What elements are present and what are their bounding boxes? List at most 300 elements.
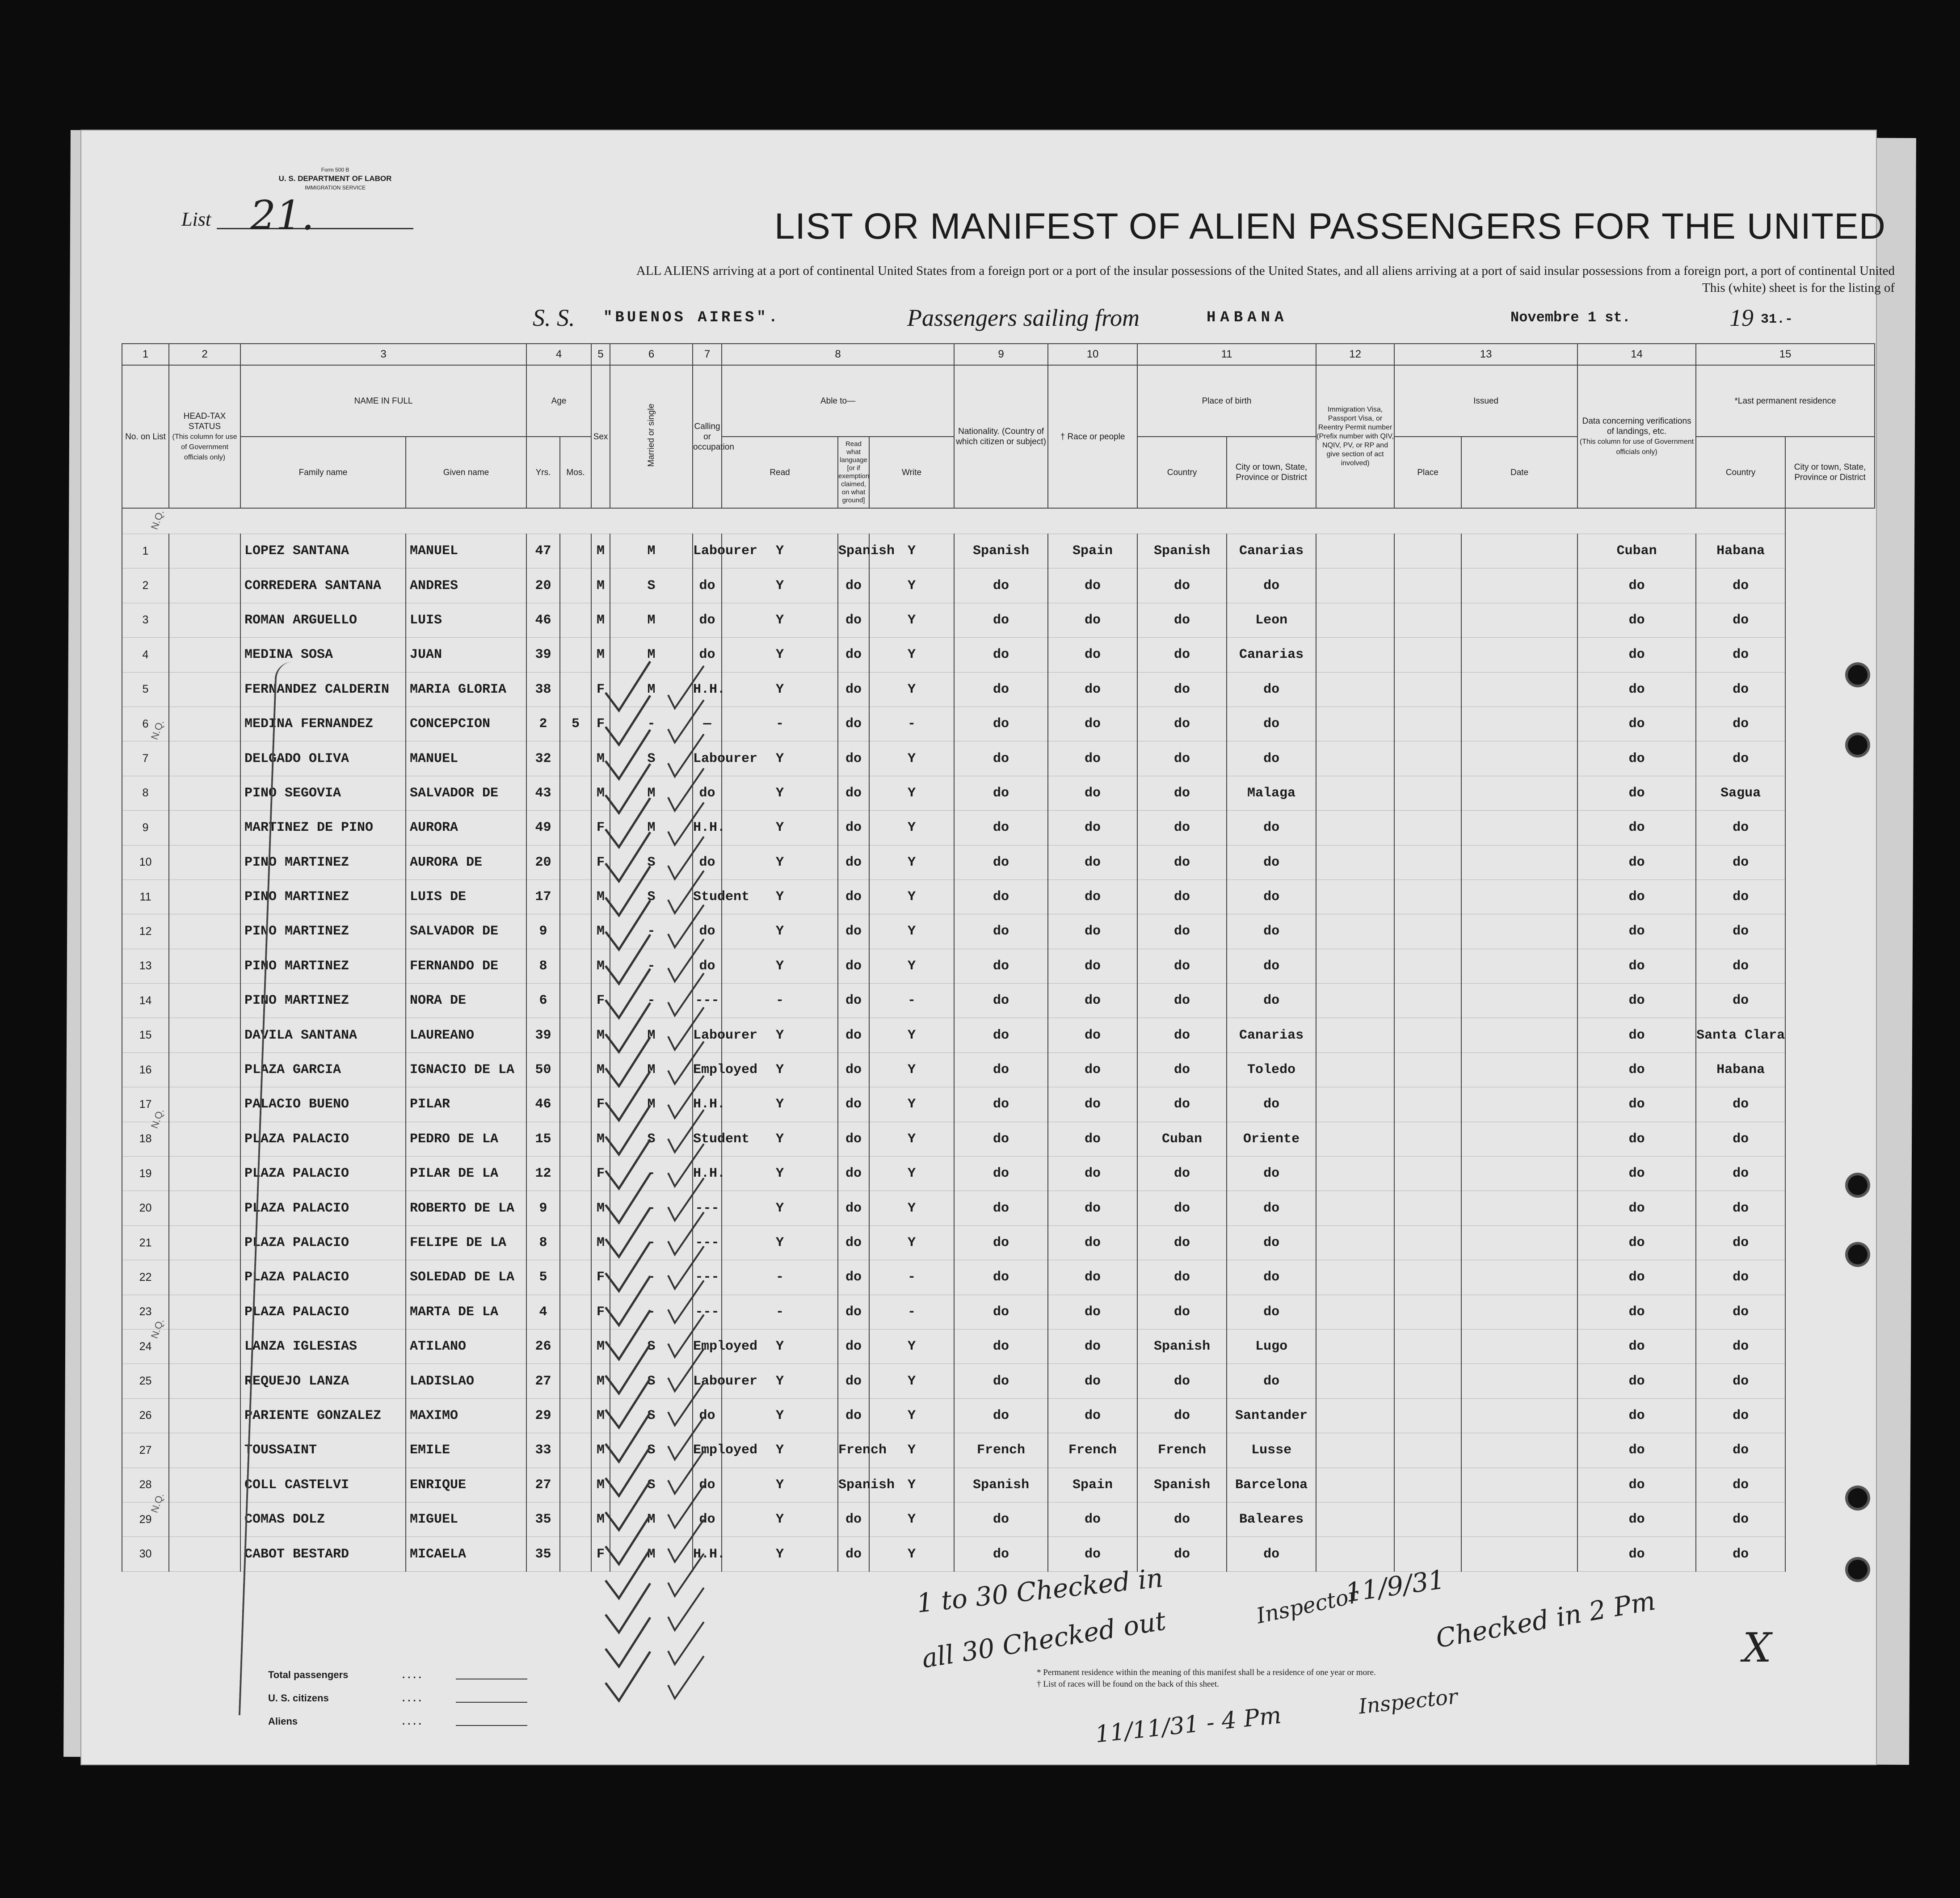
cell-city: Malaga: [1227, 776, 1316, 810]
cell-write: Y: [869, 1157, 954, 1191]
cell-res-country: do: [1577, 1157, 1696, 1191]
cell-mos: [560, 1157, 591, 1191]
cell-yrs: 38: [526, 672, 560, 707]
cell-country: do: [1137, 638, 1227, 672]
cell-no: 20: [122, 1191, 169, 1225]
page-subtitle: ALL ALIENS arriving at a port of continental United States from a foreign port or a port of the insular possessions of the United States, and all aliens arriving at a port of said insular possessions from a foreign port, a port of continental United: [636, 264, 1895, 278]
col-number: 13: [1394, 344, 1577, 365]
cell-nationality: French: [954, 1433, 1048, 1468]
cell-city: Canarias: [1227, 638, 1316, 672]
footnote-residence: * Permanent residence within the meaning of this manifest shall be a residence of one year or more.: [1037, 1668, 1376, 1677]
cell-nationality: do: [954, 1364, 1048, 1398]
check-marks: [601, 679, 717, 1725]
cell-sex: M: [591, 1329, 610, 1364]
cell-date: [1394, 1468, 1461, 1502]
cell-country: do: [1137, 568, 1227, 603]
cell-res-city: do: [1696, 845, 1785, 880]
cell-family: ROMAN ARGUELLO: [240, 603, 406, 637]
cell-yrs: 39: [526, 1018, 560, 1052]
cell-nationality: do: [954, 1191, 1048, 1225]
cell-nationality: do: [954, 638, 1048, 672]
cell-yrs: 9: [526, 1191, 560, 1225]
cell-date: [1394, 1260, 1461, 1295]
cell-country: French: [1137, 1433, 1227, 1468]
cell-city: do: [1227, 1364, 1316, 1398]
cell-write: Y: [869, 1018, 954, 1052]
cell-sex: F: [591, 1537, 610, 1571]
cell-res-country: do: [1577, 1052, 1696, 1087]
cell-write: Y: [869, 534, 954, 568]
cell-ms: -: [610, 1191, 693, 1225]
cell-country: do: [1137, 1502, 1227, 1536]
cell-city: Barcelona: [1227, 1468, 1316, 1502]
cell-date: [1394, 914, 1461, 949]
cell-res-city: do: [1696, 1502, 1785, 1536]
cell-landings: [1461, 984, 1577, 1018]
cell-res-country: do: [1577, 672, 1696, 707]
passenger-row: [122, 1018, 1875, 1052]
cell-place: [1316, 1537, 1394, 1571]
cell-landings: [1461, 914, 1577, 949]
cell-mos: 5: [560, 707, 591, 741]
punch-hole: [1848, 1245, 1867, 1264]
cell-occupation: H.H.: [693, 672, 722, 707]
cell-headtax: [169, 1122, 240, 1156]
cell-ms: S: [610, 1122, 693, 1156]
header-married-text: Married or single: [647, 404, 656, 467]
cell-race: do: [1048, 707, 1137, 741]
cell-race: do: [1048, 638, 1137, 672]
cell-read: Y: [722, 672, 838, 707]
cell-place: [1316, 845, 1394, 880]
cell-family: COMAS DOLZ: [240, 1502, 406, 1536]
cell-read: -: [722, 1260, 838, 1295]
cell-res-city: do: [1696, 914, 1785, 949]
us-citizens-line: [456, 1702, 527, 1703]
cell-language: do: [838, 1191, 869, 1225]
cell-res-country: do: [1577, 1398, 1696, 1433]
cell-ms: M: [610, 603, 693, 637]
cell-family: PALACIO BUENO: [240, 1087, 406, 1122]
cell-family: LOPEZ SANTANA: [240, 534, 406, 568]
cell-family: PLAZA PALACIO: [240, 1260, 406, 1295]
cell-no: 26: [122, 1398, 169, 1433]
cell-landings: [1461, 1295, 1577, 1329]
cell-headtax: [169, 1364, 240, 1398]
cell-res-city: do: [1696, 984, 1785, 1018]
cell-place: [1316, 638, 1394, 672]
cell-language: do: [838, 1225, 869, 1260]
cell-no: 7: [122, 741, 169, 776]
passenger-row: [122, 1191, 1875, 1225]
col-number: 7: [693, 344, 722, 365]
header-age: Age: [526, 365, 591, 437]
cell-country: do: [1137, 1191, 1227, 1225]
cell-read: Y: [722, 568, 838, 603]
cell-country: do: [1137, 1018, 1227, 1052]
cell-date: [1394, 1225, 1461, 1260]
cell-given: MICAELA: [406, 1537, 526, 1571]
cell-date: [1394, 1398, 1461, 1433]
cell-occupation: H.H.: [693, 1087, 722, 1122]
cell-landings: [1461, 1260, 1577, 1295]
cell-write: Y: [869, 1398, 954, 1433]
header-family-name: Family name: [240, 437, 406, 508]
cell-res-city: do: [1696, 1433, 1785, 1468]
cell-given: AURORA: [406, 811, 526, 845]
cell-res-city: Habana: [1696, 534, 1785, 568]
cell-given: LADISLAO: [406, 1364, 526, 1398]
cell-read: Y: [722, 1329, 838, 1364]
cell-res-city: do: [1696, 1087, 1785, 1122]
cell-headtax: [169, 1537, 240, 1571]
cell-landings: [1461, 672, 1577, 707]
cell-place: [1316, 1052, 1394, 1087]
cell-read: Y: [722, 638, 838, 672]
cell-given: LUIS: [406, 603, 526, 637]
cell-mos: [560, 1087, 591, 1122]
cell-given: NORA DE: [406, 984, 526, 1018]
cell-date: [1394, 1122, 1461, 1156]
cell-race: do: [1048, 880, 1137, 914]
punch-hole: [1848, 665, 1867, 685]
cell-read: Y: [722, 1537, 838, 1571]
cell-headtax: [169, 1295, 240, 1329]
col-number: 8: [722, 344, 954, 365]
cell-language: do: [838, 1018, 869, 1052]
us-citizens-dots: . . . .: [402, 1692, 421, 1704]
cell-occupation: Labourer: [693, 1364, 722, 1398]
cell-sex: M: [591, 1364, 610, 1398]
cell-country: Spanish: [1137, 1468, 1227, 1502]
cell-given: CONCEPCION: [406, 707, 526, 741]
cell-no: 5: [122, 672, 169, 707]
cell-race: do: [1048, 1225, 1137, 1260]
cell-place: [1316, 741, 1394, 776]
cell-read: Y: [722, 534, 838, 568]
cell-res-country: do: [1577, 1260, 1696, 1295]
cell-res-country: do: [1577, 741, 1696, 776]
cell-no: 15: [122, 1018, 169, 1052]
cell-sex: M: [591, 1502, 610, 1536]
cell-ms: S: [610, 1433, 693, 1468]
stamp-row-cell: [122, 508, 1785, 534]
cell-sex: M: [591, 1191, 610, 1225]
cell-no: 29: [122, 1502, 169, 1536]
cell-race: do: [1048, 1398, 1137, 1433]
cell-date: [1394, 949, 1461, 983]
cell-race: do: [1048, 1087, 1137, 1122]
cell-ms: S: [610, 880, 693, 914]
cell-family: PARIENTE GONZALEZ: [240, 1398, 406, 1433]
header-head-tax-title: HEAD-TAX STATUS: [183, 411, 226, 431]
cell-write: Y: [869, 603, 954, 637]
cell-nationality: do: [954, 949, 1048, 983]
cell-country: do: [1137, 672, 1227, 707]
cell-given: PEDRO DE LA: [406, 1122, 526, 1156]
cell-res-country: do: [1577, 1295, 1696, 1329]
cell-place: [1316, 1122, 1394, 1156]
cell-country: do: [1137, 707, 1227, 741]
non-quota-stamp: N.Q.: [148, 1491, 166, 1515]
cell-landings: [1461, 1364, 1577, 1398]
cell-date: [1394, 776, 1461, 810]
cell-city: do: [1227, 1260, 1316, 1295]
punch-hole: [1848, 1488, 1867, 1508]
cell-city: do: [1227, 949, 1316, 983]
cell-mos: [560, 1260, 591, 1295]
passenger-row: [122, 534, 1875, 568]
cell-city: do: [1227, 811, 1316, 845]
cell-res-country: do: [1577, 949, 1696, 983]
cell-sex: M: [591, 914, 610, 949]
cell-headtax: [169, 1329, 240, 1364]
cell-occupation: do: [693, 1468, 722, 1502]
cell-family: MARTINEZ DE PINO: [240, 811, 406, 845]
cell-date: [1394, 1018, 1461, 1052]
cell-res-city: do: [1696, 568, 1785, 603]
cell-occupation: do: [693, 949, 722, 983]
cell-res-city: do: [1696, 1157, 1785, 1191]
col-number: 5: [591, 344, 610, 365]
cell-date: [1394, 568, 1461, 603]
cell-mos: [560, 1225, 591, 1260]
cell-nationality: do: [954, 776, 1048, 810]
cell-sex: M: [591, 1398, 610, 1433]
cell-sex: F: [591, 1295, 610, 1329]
cell-no: 14: [122, 984, 169, 1018]
cell-ms: S: [610, 1329, 693, 1364]
cell-race: do: [1048, 1502, 1137, 1536]
cell-family: DAVILA SANTANA: [240, 1018, 406, 1052]
cell-city: do: [1227, 845, 1316, 880]
cell-city: do: [1227, 1157, 1316, 1191]
cell-country: do: [1137, 845, 1227, 880]
cell-city: do: [1227, 984, 1316, 1018]
cell-language: do: [838, 1329, 869, 1364]
cell-date: [1394, 811, 1461, 845]
cell-given: SALVADOR DE: [406, 914, 526, 949]
sailing-label: Passengers sailing from: [907, 304, 1140, 331]
cell-yrs: 26: [526, 1329, 560, 1364]
cell-no: 21: [122, 1225, 169, 1260]
cell-ms: -: [610, 707, 693, 741]
cell-language: do: [838, 1157, 869, 1191]
cell-read: Y: [722, 1157, 838, 1191]
header-issued: Issued: [1394, 365, 1577, 437]
cell-ms: S: [610, 845, 693, 880]
cell-country: do: [1137, 1052, 1227, 1087]
cell-race: do: [1048, 1157, 1137, 1191]
cell-given: LUIS DE: [406, 880, 526, 914]
cell-occupation: ---: [693, 984, 722, 1018]
cell-landings: [1461, 880, 1577, 914]
cell-language: do: [838, 672, 869, 707]
cell-no: 1: [122, 534, 169, 568]
cell-res-city: Habana: [1696, 1052, 1785, 1087]
cell-sex: M: [591, 880, 610, 914]
cell-yrs: 20: [526, 845, 560, 880]
cell-language: do: [838, 984, 869, 1018]
cell-country: do: [1137, 811, 1227, 845]
cell-headtax: [169, 1018, 240, 1052]
cell-language: do: [838, 1537, 869, 1571]
cell-write: Y: [869, 1087, 954, 1122]
cell-city: do: [1227, 1537, 1316, 1571]
cell-write: Y: [869, 880, 954, 914]
cell-res-country: Cuban: [1577, 534, 1696, 568]
cell-no: 24: [122, 1329, 169, 1364]
passenger-row: [122, 1537, 1875, 1571]
cell-family: PLAZA PALACIO: [240, 1225, 406, 1260]
cell-place: [1316, 1468, 1394, 1502]
cell-landings: [1461, 1398, 1577, 1433]
cell-no: 25: [122, 1364, 169, 1398]
cell-language: do: [838, 568, 869, 603]
cell-write: Y: [869, 1122, 954, 1156]
cell-res-city: do: [1696, 672, 1785, 707]
cell-date: [1394, 1191, 1461, 1225]
cell-no: 19: [122, 1157, 169, 1191]
header-given-name: Given name: [406, 437, 526, 508]
header-able-to: Able to—: [722, 365, 954, 437]
cell-headtax: [169, 603, 240, 637]
col-number: 10: [1048, 344, 1137, 365]
cell-no: 8: [122, 776, 169, 810]
cell-place: [1316, 1398, 1394, 1433]
header-birth-country: Country: [1137, 437, 1227, 508]
header-head-tax-note: (This column for use of Government officials only): [172, 433, 237, 461]
passenger-row: [122, 707, 1875, 741]
cell-read: Y: [722, 1225, 838, 1260]
cell-occupation: ---: [693, 1191, 722, 1225]
passenger-row: [122, 1398, 1875, 1433]
cell-race: do: [1048, 1329, 1137, 1364]
cell-res-city: do: [1696, 1260, 1785, 1295]
cell-no: 13: [122, 949, 169, 983]
aliens-row: [268, 1710, 509, 1733]
cell-mos: [560, 914, 591, 949]
passenger-row: [122, 949, 1875, 983]
cell-sex: M: [591, 1122, 610, 1156]
cell-res-country: do: [1577, 638, 1696, 672]
cell-yrs: 5: [526, 1260, 560, 1295]
cell-landings: [1461, 1433, 1577, 1468]
passenger-row: [122, 1433, 1875, 1468]
cell-city: do: [1227, 1191, 1316, 1225]
cell-read: Y: [722, 949, 838, 983]
cell-sex: M: [591, 949, 610, 983]
cell-res-country: do: [1577, 1018, 1696, 1052]
punch-hole: [1848, 1560, 1867, 1579]
cell-place: [1316, 984, 1394, 1018]
cell-place: [1316, 1225, 1394, 1260]
passenger-row: [122, 1295, 1875, 1329]
cell-city: do: [1227, 707, 1316, 741]
cell-res-country: do: [1577, 845, 1696, 880]
cell-occupation: Employed: [693, 1052, 722, 1087]
departure-port: HABANA: [1207, 309, 1288, 326]
cell-mos: [560, 672, 591, 707]
col-number: 6: [610, 344, 693, 365]
cell-yrs: 39: [526, 638, 560, 672]
cell-given: MANUEL: [406, 534, 526, 568]
cell-yrs: 17: [526, 880, 560, 914]
cell-res-city: do: [1696, 1122, 1785, 1156]
cell-nationality: do: [954, 880, 1048, 914]
cell-family: TOUSSAINT: [240, 1433, 406, 1468]
cell-given: JUAN: [406, 638, 526, 672]
cell-language: Spanish: [838, 1468, 869, 1502]
cell-res-city: do: [1696, 603, 1785, 637]
cell-read: -: [722, 1295, 838, 1329]
cell-country: do: [1137, 1260, 1227, 1295]
cell-city: Toledo: [1227, 1052, 1316, 1087]
cell-family: PINO MARTINEZ: [240, 984, 406, 1018]
cell-given: MARTA DE LA: [406, 1295, 526, 1329]
cell-country: do: [1137, 1157, 1227, 1191]
cell-res-country: do: [1577, 776, 1696, 810]
cell-mos: [560, 811, 591, 845]
header-name-in-full: NAME IN FULL: [240, 365, 526, 437]
cell-read: Y: [722, 1191, 838, 1225]
cell-res-city: Santa Clara: [1696, 1018, 1785, 1052]
cell-given: MIGUEL: [406, 1502, 526, 1536]
cell-date: [1394, 707, 1461, 741]
cell-city: do: [1227, 568, 1316, 603]
cell-write: Y: [869, 1364, 954, 1398]
header-no-on-list: No. on List: [122, 365, 169, 508]
cell-place: [1316, 1295, 1394, 1329]
cell-language: do: [838, 707, 869, 741]
cell-nationality: do: [954, 603, 1048, 637]
cell-res-country: do: [1577, 1225, 1696, 1260]
cell-occupation: do: [693, 914, 722, 949]
passenger-row: [122, 1468, 1875, 1502]
cell-family: PINO MARTINEZ: [240, 845, 406, 880]
header-yrs: Yrs.: [526, 437, 560, 508]
cell-country: do: [1137, 603, 1227, 637]
cell-mos: [560, 1468, 591, 1502]
cell-res-country: do: [1577, 1329, 1696, 1364]
col-number: 9: [954, 344, 1048, 365]
cell-read: -: [722, 707, 838, 741]
cell-race: do: [1048, 672, 1137, 707]
cell-family: PINO SEGOVIA: [240, 776, 406, 810]
cell-no: 9: [122, 811, 169, 845]
cell-place: [1316, 880, 1394, 914]
cell-headtax: [169, 949, 240, 983]
cell-race: do: [1048, 984, 1137, 1018]
header-place-of-birth: Place of birth: [1137, 365, 1316, 437]
cell-language: do: [838, 949, 869, 983]
cell-date: [1394, 1502, 1461, 1536]
cell-res-country: do: [1577, 811, 1696, 845]
cell-yrs: 8: [526, 949, 560, 983]
cell-nationality: do: [954, 1087, 1048, 1122]
cell-landings: [1461, 741, 1577, 776]
cell-ms: -: [610, 1260, 693, 1295]
cell-family: PINO MARTINEZ: [240, 949, 406, 983]
cell-sex: F: [591, 707, 610, 741]
cell-res-country: do: [1577, 984, 1696, 1018]
cell-headtax: [169, 1191, 240, 1225]
cell-landings: [1461, 1018, 1577, 1052]
total-passengers-label: Total passengers: [268, 1669, 349, 1680]
cell-landings: [1461, 568, 1577, 603]
cell-no: 12: [122, 914, 169, 949]
cell-yrs: 47: [526, 534, 560, 568]
